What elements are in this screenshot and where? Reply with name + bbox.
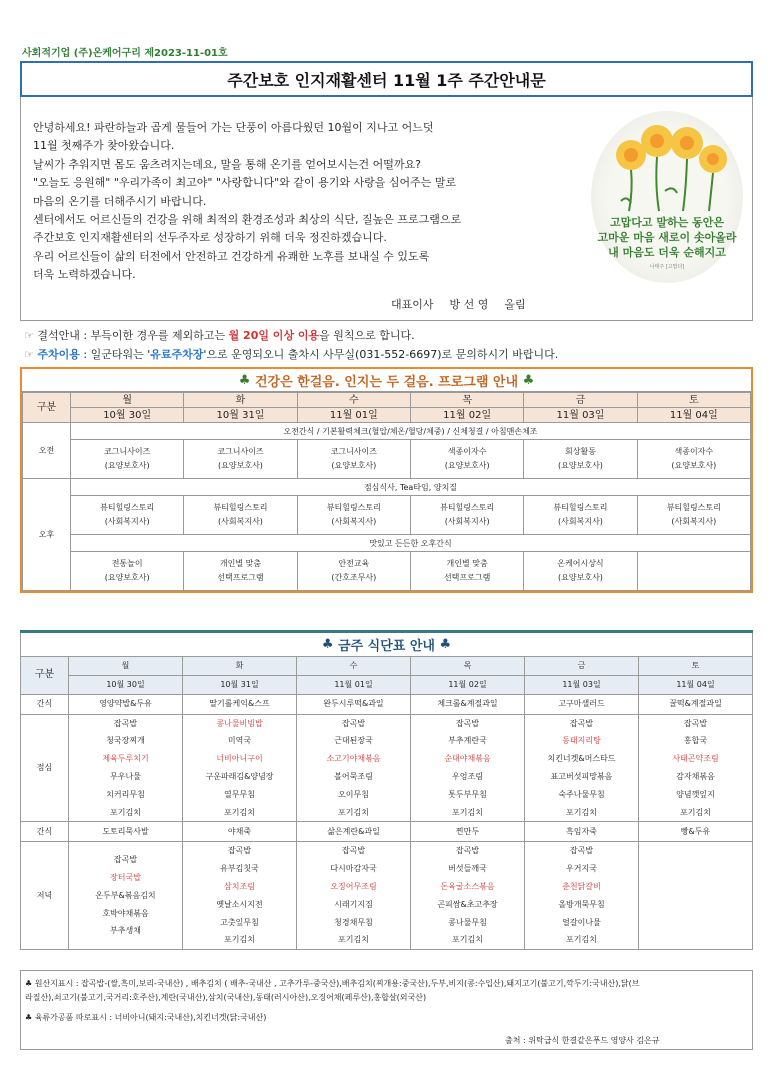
origin-line: 라질산),쇠고기(불고기,국거리:호주산),계란(국내산),삼치(국내산),동태(러시아산),오징어채(페루산),홍합살(외국산): [25, 993, 427, 1002]
letter-line: 우리 어르신들이 삶의 터전에서 안전하고 건강하게 유쾌한 노후를 보내실 수 있도록: [33, 249, 430, 263]
date-header: 11월 01일: [297, 675, 411, 694]
program-cell: 색종이자수 (요양보호사): [410, 440, 523, 479]
dish-item: 온두부&볶음김치: [95, 890, 156, 900]
snack-label: 간식: [21, 822, 69, 842]
program-cell: 뷰티힐링스토리 (사회복지사): [297, 496, 410, 535]
snack-label: 간식: [21, 694, 69, 714]
dish-item: 소고기야채볶음: [326, 754, 381, 764]
dish-item: 동태지리탕: [562, 736, 601, 746]
dinner-cell: [411, 842, 525, 950]
lunch-label: 점심: [21, 714, 69, 822]
kubun-header: 구분: [23, 393, 71, 423]
snack-common: 맛있고 든든한 오후간식: [71, 535, 751, 552]
dish-item: 우거지국: [566, 864, 597, 874]
morning-common: 오전간식 / 기본활력체크(혈압/체온/혈당/체중) / 신체청결 / 아침맨손체조: [71, 423, 751, 440]
lunch-common: 점심식사, Tea타임, 양치질: [71, 479, 751, 496]
program-cell: 뷰티힐링스토리 (사회복지사): [524, 496, 637, 535]
day-header: 월: [69, 657, 183, 676]
dish-item: 치킨너겟&머스타드: [547, 754, 616, 764]
dish-item: 포기김치: [680, 807, 711, 817]
program-cell: 안전교육 (간호조무사): [297, 552, 410, 591]
program-cell: 뷰티힐링스토리 (사회복지사): [184, 496, 297, 535]
snack-cell: 야채죽: [183, 822, 297, 842]
dish-item: 포기김치: [110, 807, 141, 817]
dish-item: 치커리무침: [106, 789, 145, 799]
day-header: 목: [411, 657, 525, 676]
dinner-cell: [297, 842, 411, 950]
pointing-hand-icon: ☞: [24, 348, 34, 361]
lunch-cell: [69, 714, 183, 822]
dish-item: 고춧잎무침: [220, 917, 259, 927]
program-title: [22, 369, 751, 392]
dish-item: 구운파래김&양념장: [205, 771, 274, 781]
dish-item: 표고버섯피망볶음: [550, 771, 613, 781]
date-header: 11월 03일: [524, 408, 637, 423]
letter-signature: [391, 296, 526, 312]
greeting-letter: [20, 97, 753, 321]
dish-item: 청경채무침: [334, 917, 373, 927]
dish-item: 부추계란국: [448, 736, 487, 746]
program-cell: 코그니사이즈 (요양보호사): [184, 440, 297, 479]
program-cell: 개인별 맞춤 선택프로그램: [410, 552, 523, 591]
absence-label: 결석안내 : 부득이한 경우를 제외하고는: [37, 329, 229, 342]
dish-item: 잡곡밥: [341, 718, 366, 728]
program-cell: 뷰티힐링스토리 (사회복지사): [71, 496, 184, 535]
afternoon-program-row-2: [23, 552, 751, 591]
program-cell: 회상활동 (요양보호사): [524, 440, 637, 479]
snack-cell: 삶은계란&과일: [297, 822, 411, 842]
dish-item: 사태곤약조림: [672, 754, 719, 764]
menu-section: [20, 630, 753, 950]
morning-common-row: [23, 423, 751, 440]
poem-credit: 나태주 [고맙다]: [649, 264, 685, 270]
dish-item: 호박야채볶음: [102, 908, 149, 918]
dish-item: 포기김치: [338, 935, 369, 945]
letter-body: [33, 119, 578, 285]
dish-item: 곤피쌈&초고추장: [437, 899, 498, 909]
dish-item: 순대야채볶음: [444, 754, 491, 764]
program-cell: 개인별 맞춤 선택프로그램: [184, 552, 297, 591]
dish-item: 장터국밥: [110, 873, 141, 883]
dinner-cell: [525, 842, 639, 950]
date-header: 11월 04일: [639, 675, 753, 694]
dish-item: 홍합국: [683, 736, 708, 746]
origin-line: ♣ 원산지표시 : 잡곡밥-(쌀,흑미,보리-국내산) , 배추김치 ( 배추-국내산 , 고추가루-중국산),배추김치(찌개용:중국산),두부,비지(콩:수입산),돼지고기(불고기,깍두기:국내산),닭(브: [25, 979, 640, 988]
date-header: 11월 04일: [637, 408, 750, 423]
dish-item: 유부김칫국: [220, 864, 259, 874]
dish-item: 포기김치: [224, 807, 255, 817]
pm-snack-row: [21, 822, 753, 842]
day-header: 월: [71, 393, 184, 408]
dish-item: 볼어묵조림: [334, 771, 373, 781]
poem-line: 고맙다고 말하는 동안은: [610, 216, 724, 229]
dish-item: 다시마감자국: [330, 864, 377, 874]
dish-item: 숙주나물무침: [558, 789, 605, 799]
parking-highlight: 유료주차장: [150, 348, 204, 361]
absence-notice: [24, 327, 415, 343]
snack-cell: 찐만두: [411, 822, 525, 842]
program-cell: 뷰티힐링스토리 (사회복지사): [410, 496, 523, 535]
program-cell: 뷰티힐링스토리 (사회복지사): [637, 496, 750, 535]
menu-day-row: [21, 657, 753, 676]
date-header: 10월 30일: [71, 408, 184, 423]
snack-cell: 완두시루떡&과일: [297, 694, 411, 714]
dish-item: 감자채볶음: [676, 771, 715, 781]
dish-item: 잡곡밥: [113, 718, 138, 728]
dish-item: 제육두루치기: [102, 754, 149, 764]
letter-line: "오늘도 응원해" "우리가족이 최고야" "사랑합니다"와 같이 용기와 사랑을 심어주는 말로: [33, 176, 457, 190]
program-cell: 코그니사이즈 (요양보호사): [71, 440, 184, 479]
day-header: 화: [184, 393, 297, 408]
lunch-cell: [183, 714, 297, 822]
dish-item: 포기김치: [338, 807, 369, 817]
lunch-cell: [411, 714, 525, 822]
dish-item: 콩나물무침: [448, 917, 487, 927]
dinner-cell: [183, 842, 297, 950]
snack-cell: 빵&두유: [639, 822, 753, 842]
dish-item: 잡곡밥: [569, 846, 594, 856]
lunch-cell: [639, 714, 753, 822]
dish-item: 삼치조림: [224, 881, 255, 891]
letter-line: 안녕하세요! 파란하늘과 곱게 물들어 가는 단풍이 아름다웠던 10월이 지나고 어느덧: [33, 121, 434, 134]
program-section: [20, 367, 753, 593]
letter-line: 더욱 노력하겠습니다.: [33, 268, 136, 282]
program-table: [22, 392, 751, 591]
dish-item: 무우나물: [110, 771, 141, 781]
date-header: 11월 03일: [525, 675, 639, 694]
menu-title-text: 금주 식단표 안내: [338, 639, 435, 654]
dinner-cell: [639, 842, 753, 950]
dish-item: 잡곡밥: [341, 846, 366, 856]
morning-label: 오전: [23, 423, 71, 479]
program-cell: 코그니사이즈 (요양보호사): [297, 440, 410, 479]
day-header: 수: [297, 657, 411, 676]
dish-item: 양념깻잎지: [676, 789, 715, 799]
poem-text: [591, 215, 743, 260]
dish-item: 포기김치: [224, 935, 255, 945]
dish-item: 오징어무조림: [330, 881, 377, 891]
day-header: 목: [410, 393, 523, 408]
dish-item: 올방개묵무침: [558, 899, 605, 909]
snack-cell: 딸기롤케익&스프: [183, 694, 297, 714]
lunch-cell: [525, 714, 639, 822]
letter-line: 날씨가 추워지면 몸도 움츠려지는데요, 말을 통해 온기를 얻어보시는건 어떨까요?: [33, 157, 421, 171]
day-header: 수: [297, 393, 410, 408]
letter-line: 마음의 온기를 더해주시기 바랍니다.: [33, 194, 207, 208]
lunch-cell: [297, 714, 411, 822]
origin-notes: [20, 970, 753, 1050]
club-icon: ♣: [439, 637, 452, 652]
dish-item: 잡곡밥: [569, 718, 594, 728]
dish-item: 버섯들깨국: [448, 864, 487, 874]
letter-line: 주간보호 인지재활센터의 선두주자로 성장하기 위해 더욱 정진하겠습니다.: [33, 231, 387, 245]
snack-cell: 영양약밥&두유: [69, 694, 183, 714]
parking-label: 주차이용: [37, 348, 80, 361]
signature-name: 방 선 영: [449, 298, 489, 311]
dish-item: 얼갈이나물: [562, 917, 601, 927]
signature-end: 올림: [504, 298, 526, 311]
dish-item: 미역국: [227, 736, 252, 746]
day-header: 금: [524, 393, 637, 408]
sunflower-illustration: [591, 111, 743, 283]
dish-item: 잡곡밥: [113, 855, 138, 865]
parking-rest: '으로 운영되오니 출차시 사무실(031-552-6697)로 문의하시기 바랍니다.: [203, 348, 559, 361]
program-cell: 전통놀이 (요양보호사): [71, 552, 184, 591]
pointing-hand-icon: ☞: [24, 329, 34, 342]
day-header: 토: [637, 393, 750, 408]
menu-source: 출처 : 위탁급식 한결같은푸드 영양사 김은규: [505, 1036, 660, 1045]
day-header: 토: [639, 657, 753, 676]
snack-cell: 흑임자죽: [525, 822, 639, 842]
dish-item: 잡곡밥: [683, 718, 708, 728]
date-header: 10월 31일: [184, 408, 297, 423]
program-cell: 색종이자수 (요양보호사): [637, 440, 750, 479]
dish-item: 시래기지짐: [334, 899, 373, 909]
dinner-row: [21, 842, 753, 950]
program-date-row: [23, 408, 751, 423]
program-day-row: [23, 393, 751, 408]
date-header: 11월 02일: [411, 675, 525, 694]
dish-item: 잡곡밥: [227, 846, 252, 856]
dish-item: 포기김치: [566, 935, 597, 945]
dish-item: 옛날소시지전: [216, 899, 263, 909]
menu-date-row: [21, 675, 753, 694]
dish-item: 포기김치: [566, 807, 597, 817]
snack-common-row: [23, 535, 751, 552]
snack-cell: 꿀떡&계절과일: [639, 694, 753, 714]
snack-cell: 고구마샐러드: [525, 694, 639, 714]
dish-item: 우엉조림: [452, 771, 483, 781]
snack-cell: 체크롤&계절과일: [411, 694, 525, 714]
poem-line: 내 마음도 더욱 순해지고: [608, 246, 726, 259]
date-header: 10월 31일: [183, 675, 297, 694]
lunch-common-row: [23, 479, 751, 496]
snack-cell: 도토리묵사발: [69, 822, 183, 842]
club-icon: ♣: [238, 372, 251, 388]
dinner-cell: [69, 842, 183, 950]
dinner-label: 저녁: [21, 842, 69, 950]
absence-highlight: 월 20일 이상 이용: [228, 329, 320, 342]
poem-line: 고마운 마음 새로이 솟아올라: [597, 231, 737, 244]
afternoon-label: 오후: [23, 479, 71, 591]
kubun-header: 구분: [21, 657, 69, 695]
dish-item: 콩나물비빔밥: [216, 718, 263, 728]
club-icon: ♣: [321, 637, 334, 652]
dish-item: 오이무침: [338, 789, 369, 799]
dish-item: 톳두부무침: [448, 789, 487, 799]
parking-notice: [24, 346, 558, 362]
dish-item: 너비아니구이: [216, 754, 263, 764]
document-id: 사회적기업 (주)온케어구리 제2023-11-01호: [22, 48, 228, 59]
parking-mid: : 일군타워는 ': [79, 348, 151, 361]
menu-title: [20, 633, 753, 656]
date-header: 11월 01일: [297, 408, 410, 423]
date-header: 10월 30일: [69, 675, 183, 694]
program-cell: [637, 552, 750, 591]
letter-line: 11월 첫째주가 찾아왔습니다.: [33, 139, 175, 153]
page-title: 주간보호 인지재활센터 11월 1주 주간안내문: [227, 70, 546, 90]
sunflower-icon: [591, 111, 743, 221]
dish-item: 포기김치: [452, 935, 483, 945]
program-cell: 온케어시상식 (요양보호사): [524, 552, 637, 591]
morning-program-row: [23, 440, 751, 479]
dish-item: 잡곡밥: [455, 718, 480, 728]
dish-item: 돈육굴소스볶음: [440, 881, 495, 891]
menu-table: [20, 656, 753, 950]
date-header: 11월 02일: [410, 408, 523, 423]
dish-item: 잡곡밥: [455, 846, 480, 856]
dish-item: 청국장찌개: [106, 736, 145, 746]
absence-rest: 을 원칙으로 합니다.: [319, 329, 415, 342]
dish-item: 포기김치: [452, 807, 483, 817]
lunch-row: [21, 714, 753, 822]
title-box: [20, 61, 753, 97]
afternoon-program-row: [23, 496, 751, 535]
program-title-text: 건강은 한걸음. 인지는 두 걸음. 프로그램 안내: [254, 374, 519, 390]
dish-item: 부추생채: [110, 926, 141, 936]
am-snack-row: [21, 694, 753, 714]
signature-role: 대표이사: [391, 298, 434, 311]
dish-item: 열무무침: [224, 789, 255, 799]
processed-meat-line: ♣ 육류가공품 따로표시 : 너비아니(돼지:국내산),치킨너겟(닭:국내산): [25, 1013, 267, 1022]
club-icon: ♣: [522, 372, 535, 388]
dish-item: 춘천닭갈비: [562, 881, 601, 891]
day-header: 화: [183, 657, 297, 676]
day-header: 금: [525, 657, 639, 676]
letter-line: 센터에서도 어르신들의 건강을 위해 최적의 환경조성과 최상의 식단, 질높은 프로그램으로: [33, 213, 462, 227]
dish-item: 근대된장국: [334, 736, 373, 746]
